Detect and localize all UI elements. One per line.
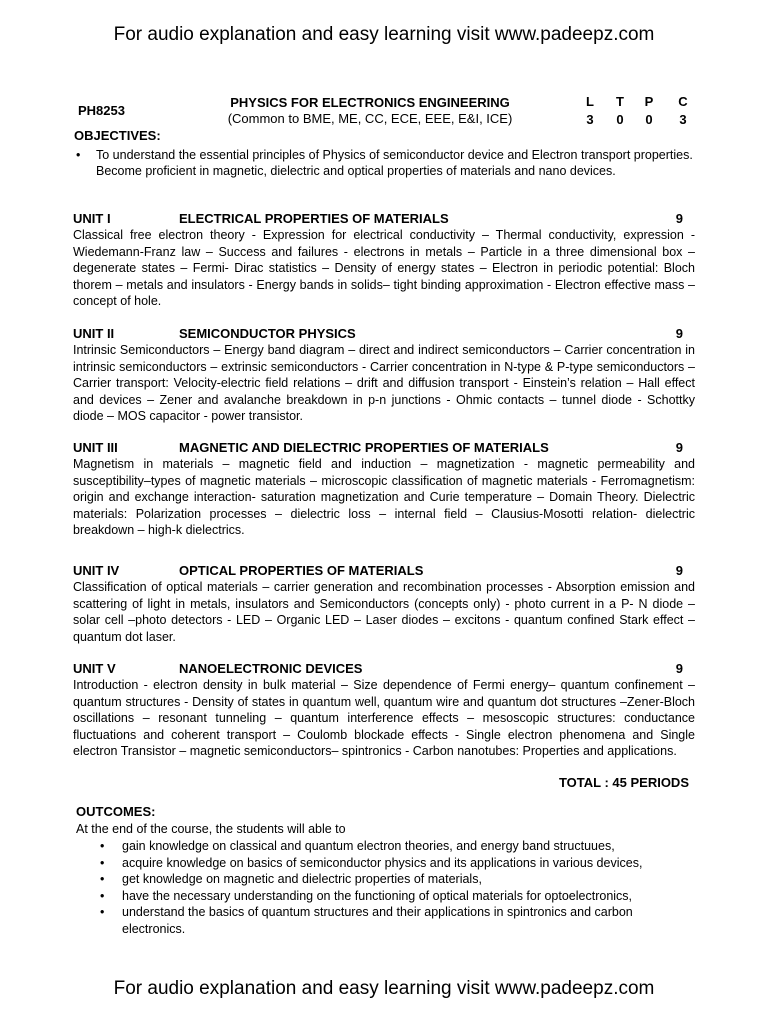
unit-number: UNIT V <box>73 661 116 676</box>
objectives-section <box>74 128 696 180</box>
unit-heading <box>73 660 695 677</box>
outcomes-section <box>76 804 698 937</box>
ltpc-c <box>673 93 693 129</box>
unit-3 <box>73 439 695 539</box>
unit-content: Introduction - electron density in bulk material – Size dependence of Fermi energy– quantum confinement – quantum structures - Density of states in quantum well, quantum wire and quantum dot structures –Zener-Bloch oscillations – resonant tunneling – quantum interference effects – mesoscopic structures: conductance fluctuations and coherent transport – Coulomb blockade effects - Single electron phenomena and Single electron Transistor – magnetic semiconductors– spintronics - Carbon nanotubes: Properties and applications. <box>73 678 695 758</box>
unit-number: UNIT III <box>73 440 118 455</box>
unit-hours: 9 <box>675 563 683 578</box>
list-item: • acquire knowledge on basics of semiconductor physics and its applications in various devices, <box>76 855 698 872</box>
ltpc-label: T <box>616 94 624 109</box>
unit-content: Classical free electron theory - Expression for electrical conductivity – Thermal conductivity, expression - Wiedemann-Franz law – Success and failures - electrons in metals – Particle in a three dimensional box – degenerate states – Fermi- Dirac statistics – Density of energy states – Electron in periodic potential: Bloch thorem – metals and insulators - Energy bands in solids– tight binding approximation - Electron effective mass – concept of hole. <box>73 228 695 308</box>
footer-banner: For audio explanation and easy learning visit www.padeepz.com <box>113 978 655 999</box>
unit-number: UNIT IV <box>73 563 120 578</box>
unit-2 <box>73 325 695 425</box>
course-subtitle: (Common to BME, ME, CC, ECE, EEE, E&I, ICE) <box>227 111 513 126</box>
ltpc-label: L <box>586 94 594 109</box>
unit-content: Magnetism in materials – magnetic field and induction – magnetization - magnetic permeability and susceptibility–types of magnetic materials – microscopic classification of magnetic materials - Ferromagnetism: origin and exchange interaction- saturation magnetization and Curie temperature – Domain Theory. Dielectric materials: Polarization processes – dielectric loss – internal field – Clausius-Mosotti relation- dielectric breakdown – high-k dielectrics. <box>73 457 695 537</box>
list-item: • have the necessary understanding on the functioning of optical materials for optoelectronics, <box>76 888 698 905</box>
unit-heading <box>73 562 695 579</box>
outcomes-list <box>76 838 698 937</box>
unit-title: MAGNETIC AND DIELECTRIC PROPERTIES OF MATERIALS <box>179 440 549 455</box>
unit-title: ELECTRICAL PROPERTIES OF MATERIALS <box>179 211 449 226</box>
list-item: • understand the basics of quantum structures and their applications in spintronics and carbon electronics. <box>76 904 698 937</box>
unit-number: UNIT I <box>73 211 111 226</box>
objectives-heading: OBJECTIVES: <box>74 128 161 143</box>
course-code: PH8253 <box>78 103 125 118</box>
unit-hours: 9 <box>675 326 683 341</box>
unit-content: Intrinsic Semiconductors – Energy band diagram – direct and indirect semiconductors – Carrier concentration in intrinsic semiconductors – extrinsic semiconductors - Carrier concentration in N-type & P-type semiconductors – Carrier transport: Velocity-electric field relations – drift and diffusion transport - Einstein’s relation – Hall effect and devices – Zener and avalanche breakdown in p-n junctions - Ohmic contacts – tunnel diode - Schottky diode – MOS capacitor - power transistor. <box>73 343 695 423</box>
ltpc-l <box>580 93 600 129</box>
unit-title: SEMICONDUCTOR PHYSICS <box>179 326 356 341</box>
ltpc-p <box>639 93 659 129</box>
unit-heading <box>73 210 695 227</box>
unit-number: UNIT II <box>73 326 115 341</box>
unit-1 <box>73 210 695 310</box>
ltpc-value: 0 <box>645 112 653 127</box>
unit-5 <box>73 660 695 760</box>
objectives-list <box>74 147 696 180</box>
unit-heading <box>73 439 695 456</box>
unit-heading <box>73 325 695 342</box>
unit-title: NANOELECTRONIC DEVICES <box>179 661 363 676</box>
ltpc-value: 3 <box>679 112 687 127</box>
unit-title: OPTICAL PROPERTIES OF MATERIALS <box>179 563 424 578</box>
total-periods: TOTAL : 45 PERIODS <box>558 775 689 790</box>
unit-content: Classification of optical materials – carrier generation and recombination processes - Absorption emission and scattering of light in metals, insulators and Semiconductors (concepts only) - photo current in a P- N diode – solar cell –photo detectors - LED – Organic LED – Laser diodes – excitons - quantum confined Stark effect – quantum dot laser. <box>73 580 695 644</box>
ltpc-value: 3 <box>586 112 594 127</box>
course-title-block <box>200 95 540 127</box>
list-item: • gain knowledge on classical and quantum electron theories, and energy band structuues, <box>76 838 698 855</box>
outcomes-heading: OUTCOMES: <box>76 804 156 819</box>
ltpc-value: 0 <box>616 112 624 127</box>
list-item: • To understand the essential principles of Physics of semiconductor device and Electron transport properties. Become proficient in magnetic, dielectric and optical properties of materials and nano devices. <box>74 147 696 180</box>
course-title: PHYSICS FOR ELECTRONICS ENGINEERING <box>230 95 510 110</box>
unit-hours: 9 <box>675 440 683 455</box>
ltpc-label: C <box>678 94 688 109</box>
header-banner: For audio explanation and easy learning visit www.padeepz.com <box>113 24 655 45</box>
ltpc-label: P <box>644 94 654 109</box>
outcomes-intro: At the end of the course, the students will able to <box>76 821 346 836</box>
list-item: • get knowledge on magnetic and dielectric properties of materials, <box>76 871 698 888</box>
unit-hours: 9 <box>675 661 683 676</box>
unit-hours: 9 <box>675 211 683 226</box>
unit-4 <box>73 562 695 645</box>
ltpc-t <box>610 93 630 129</box>
